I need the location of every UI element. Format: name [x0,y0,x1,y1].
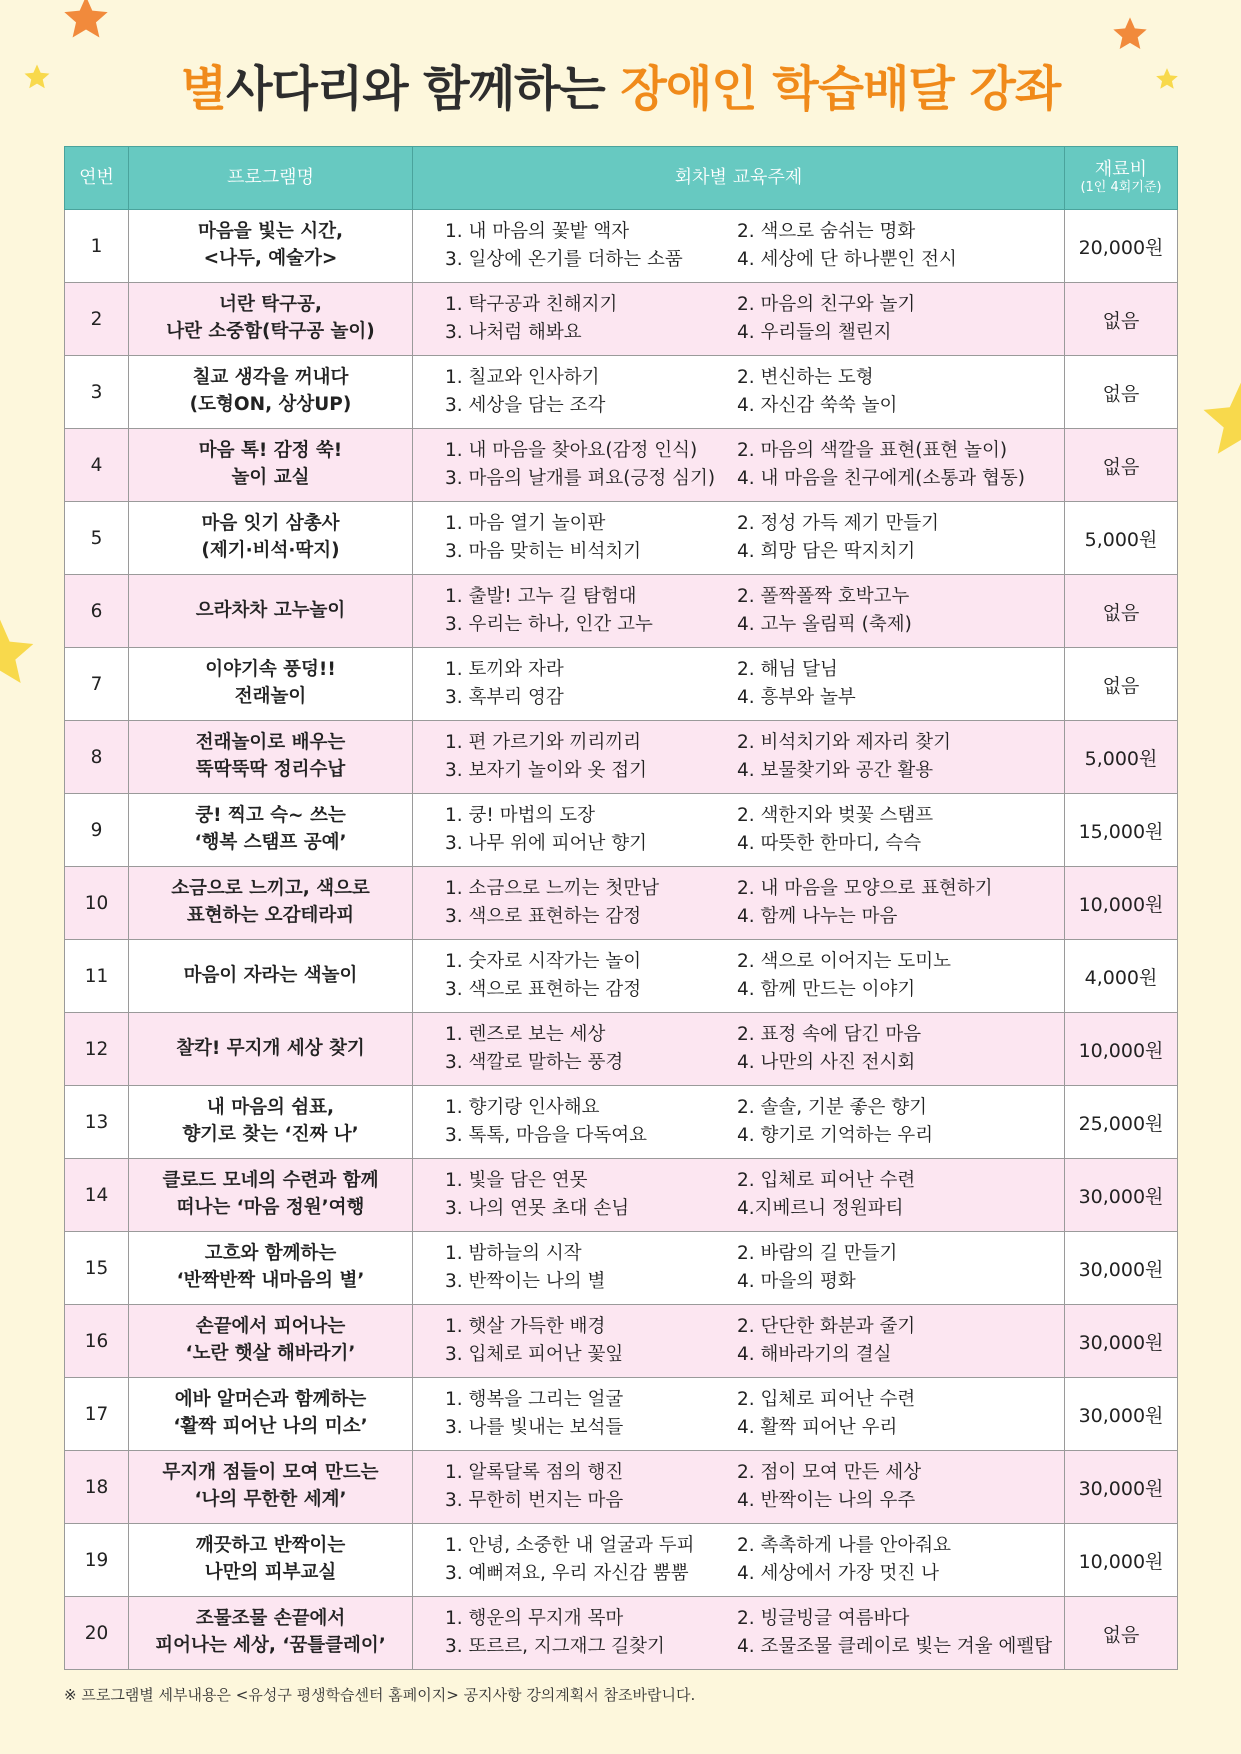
table-row [65,794,1178,867]
program-name-line1: 마음을 빛는 시간, [197,221,343,243]
topic-4: 4. 보물찾기와 공간 활용 [737,760,934,781]
material-fee: 5,000원 [1065,721,1178,794]
topic-4: 4. 고누 올림픽 (축제) [737,614,912,635]
table-row [65,1597,1178,1670]
topic-2: 2. 입체로 피어난 수련 [737,1389,916,1411]
topic-4: 4. 나만의 사진 전시회 [737,1052,916,1073]
program-name [129,794,413,867]
topic-3: 3. 세상을 담는 조각 [445,395,606,416]
row-number: 15 [65,1232,129,1305]
topic-2: 2. 색으로 숨쉬는 명화 [737,221,916,243]
topic-1: 1. 알록달록 점의 행진 [445,1462,624,1484]
session-topics [413,429,1065,502]
program-name [129,1013,413,1086]
program-name-line2: 향기로 찾는 ‘진짜 나’ [182,1124,359,1145]
program-name-line1: 조물조물 손끝에서 [195,1608,346,1630]
topic-1: 1. 밤하늘의 시작 [445,1243,582,1265]
title-part1: 별 [180,61,227,117]
topic-3: 3. 마음 맞히는 비석치기 [445,541,642,562]
row-number: 10 [65,867,129,940]
session-topics [413,1524,1065,1597]
topic-3: 3. 반짝이는 나의 별 [445,1271,606,1292]
topic-1: 1. 행복을 그리는 얼굴 [445,1389,624,1411]
topic-1: 1. 토끼와 자라 [445,659,564,681]
row-number: 20 [65,1597,129,1670]
session-topics [413,1013,1065,1086]
program-name [129,1524,413,1597]
topic-1: 1. 향기랑 인사해요 [445,1097,600,1119]
row-number: 18 [65,1451,129,1524]
program-name [129,502,413,575]
program-name-line2: 뚝딱뚝딱 정리수납 [195,759,346,780]
topic-4: 4. 반짝이는 나의 우주 [737,1490,916,1511]
header-program: 프로그램명 [129,147,413,210]
program-name [129,1451,413,1524]
program-name-line1: 손끝에서 피어나는 [195,1316,346,1338]
topic-4: 4. 마을의 평화 [737,1271,856,1292]
topic-3: 3. 일상에 온기를 더하는 소품 [445,249,683,270]
topic-2: 2. 해님 달님 [737,659,838,681]
topic-1: 1. 숫자로 시작가는 놀이 [445,951,642,973]
program-name [129,429,413,502]
star-icon [1110,14,1150,54]
topic-2: 2. 점이 모여 만든 세상 [737,1462,922,1484]
program-name-line1: 클로드 모네의 수련과 함께 [162,1170,379,1192]
topic-1: 1. 쿵! 마법의 도장 [445,805,595,827]
row-number: 8 [65,721,129,794]
table-row [65,502,1178,575]
material-fee: 없음 [1065,283,1178,356]
table-row [65,1159,1178,1232]
program-name [129,283,413,356]
session-topics [413,356,1065,429]
page-title [0,50,1241,119]
program-name-line2: 떠나는 ‘마음 정원’여행 [176,1197,365,1218]
program-name [129,356,413,429]
topic-2: 2. 폴짝폴짝 호박고누 [737,586,910,608]
table-row [65,1232,1178,1305]
topic-3: 3. 마음의 날개를 펴요(긍정 심기) [445,468,716,489]
topic-4: 4. 함께 나누는 마음 [737,906,898,927]
topic-4: 4. 세상에 단 하나뿐인 전시 [737,249,957,270]
row-number: 2 [65,283,129,356]
program-name-line1: 깨끗하고 반짝이는 [195,1535,346,1557]
topic-1: 1. 편 가르기와 끼리끼리 [445,732,642,754]
program-name-line1: 무지개 점들이 모여 만드는 [162,1462,379,1484]
material-fee: 30,000원 [1065,1305,1178,1378]
program-name-line1: 마음 톡! 감정 쑥! [198,440,343,462]
topic-2: 2. 마음의 친구와 놀기 [737,294,916,316]
row-number: 5 [65,502,129,575]
topic-4: 4. 함께 만드는 이야기 [737,979,916,1000]
row-number: 13 [65,1086,129,1159]
material-fee: 4,000원 [1065,940,1178,1013]
material-fee: 10,000원 [1065,1524,1178,1597]
material-fee: 25,000원 [1065,1086,1178,1159]
topic-4: 4. 조물조물 클레이로 빛는 겨울 에펠탑 [737,1636,1053,1657]
material-fee: 없음 [1065,575,1178,648]
session-topics [413,1159,1065,1232]
topic-3: 3. 또르르, 지그재그 길찾기 [445,1636,665,1657]
header-fee-label: 재료비 [1094,159,1148,181]
program-name-line1: 찰칵! 무지개 세상 찾기 [176,1037,365,1059]
topic-3: 3. 색으로 표현하는 감정 [445,979,642,1000]
topic-4: 4. 우리들의 챌린지 [737,322,892,343]
session-topics [413,1451,1065,1524]
topic-1: 1. 탁구공과 친해지기 [445,294,618,316]
topic-4: 4. 활짝 피어난 우리 [737,1417,898,1438]
topic-1: 1. 행운의 무지개 목마 [445,1608,624,1630]
material-fee: 20,000원 [1065,210,1178,283]
session-topics [413,794,1065,867]
topic-3: 3. 색으로 표현하는 감정 [445,906,642,927]
material-fee: 10,000원 [1065,1013,1178,1086]
session-topics [413,1597,1065,1670]
material-fee: 없음 [1065,429,1178,502]
header-fee-sub: (1인 4회기준) [1080,179,1162,195]
program-name-line1: 칠교 생각을 꺼내다 [192,367,349,389]
material-fee: 30,000원 [1065,1159,1178,1232]
topic-3: 3. 혹부리 영감 [445,687,564,708]
topic-3: 3. 톡톡, 마음을 다독여요 [445,1125,648,1146]
table-row [65,283,1178,356]
program-name [129,1597,413,1670]
program-name-line1: 이야기속 풍덩!! [205,659,336,681]
title-part2: 사다리와 함께하는 [226,61,621,117]
header-no: 연번 [65,147,129,210]
topic-2: 2. 정성 가득 제기 만들기 [737,513,940,535]
topic-2: 2. 입체로 피어난 수련 [737,1170,916,1192]
session-topics [413,940,1065,1013]
topic-2: 2. 솔솔, 기분 좋은 향기 [737,1097,928,1119]
topic-3: 3. 색깔로 말하는 풍경 [445,1052,624,1073]
program-name [129,1159,413,1232]
table-row [65,867,1178,940]
topic-4: 4. 자신감 쑥쑥 놀이 [737,395,898,416]
topic-2: 2. 비석치기와 제자리 찾기 [737,732,952,754]
topic-1: 1. 마음 열기 놀이판 [445,513,606,535]
star-icon [1196,370,1241,470]
topic-1: 1. 햇살 가득한 배경 [445,1316,606,1338]
program-name [129,1086,413,1159]
program-name [129,867,413,940]
program-name-line1: 쿵! 찍고 슥~ 쓰는 [195,805,346,827]
program-name-line1: 마음 잇기 삼총사 [201,513,340,535]
session-topics [413,1378,1065,1451]
topic-3: 3. 우리는 하나, 인간 고누 [445,614,653,635]
row-number: 16 [65,1305,129,1378]
program-name-line2: 나란 소중함(탁구공 놀이) [166,321,375,342]
session-topics [413,648,1065,721]
topic-4: 4. 흥부와 놀부 [737,687,856,708]
row-number: 19 [65,1524,129,1597]
table-header [65,147,1178,210]
topic-2: 2. 내 마음을 모양으로 표현하기 [737,878,993,900]
program-name [129,940,413,1013]
table-row [65,1305,1178,1378]
star-icon [60,0,112,44]
program-name-line1: 에바 알머슨과 함께하는 [174,1389,367,1411]
program-name-line1: 으라차차 고누놀이 [195,599,346,621]
row-number: 6 [65,575,129,648]
row-number: 12 [65,1013,129,1086]
session-topics [413,283,1065,356]
program-name-line2: 나만의 피부교실 [204,1562,337,1583]
header-topics: 회차별 교육주제 [413,147,1065,210]
program-name-line2: (제기·비석·딱지) [201,540,340,561]
material-fee: 10,000원 [1065,867,1178,940]
material-fee: 15,000원 [1065,794,1178,867]
table-row [65,940,1178,1013]
material-fee: 30,000원 [1065,1378,1178,1451]
program-name [129,721,413,794]
session-topics [413,1305,1065,1378]
session-topics [413,721,1065,794]
program-name-line1: 전래놀이로 배우는 [195,732,346,754]
program-name-line2: 전래놀이 [234,686,307,707]
session-topics [413,867,1065,940]
topic-4: 4.지베르니 정원파티 [737,1198,904,1219]
table-row [65,648,1178,721]
topic-2: 2. 빙글빙글 여름바다 [737,1608,910,1630]
topic-1: 1. 내 마음을 찾아요(감정 인식) [445,440,698,462]
table-row [65,1086,1178,1159]
row-number: 17 [65,1378,129,1451]
topic-1: 1. 렌즈로 보는 세상 [445,1024,606,1046]
row-number: 14 [65,1159,129,1232]
program-name [129,1232,413,1305]
table-row [65,1378,1178,1451]
header-fee [1065,147,1178,210]
session-topics [413,1232,1065,1305]
topic-4: 4. 해바라기의 결실 [737,1344,892,1365]
topic-3: 3. 나무 위에 피어난 향기 [445,833,648,854]
table-row [65,1451,1178,1524]
table-row [65,721,1178,794]
program-name-line1: 내 마음의 쉼표, [206,1097,335,1119]
topic-3: 3. 무한히 번지는 마음 [445,1490,624,1511]
table-row [65,575,1178,648]
material-fee: 30,000원 [1065,1451,1178,1524]
topic-2: 2. 색으로 이어지는 도미노 [737,951,952,973]
topic-4: 4. 따뜻한 한마디, 슥슥 [737,833,922,854]
topic-1: 1. 출발! 고누 길 탐험대 [445,586,637,608]
material-fee: 30,000원 [1065,1232,1178,1305]
topic-3: 3. 보자기 놀이와 옷 접기 [445,760,648,781]
program-name [129,648,413,721]
program-table [64,146,1178,1670]
program-name-line2: ‘나의 무한한 세계’ [194,1489,347,1510]
topic-4: 4. 희망 담은 딱지치기 [737,541,916,562]
topic-3: 3. 입체로 피어난 꽃잎 [445,1344,624,1365]
row-number: 4 [65,429,129,502]
topic-2: 2. 색한지와 벚꽃 스탬프 [737,805,934,827]
material-fee: 5,000원 [1065,502,1178,575]
program-name-line2: 피어나는 세상, ‘꿈틀클레이’ [155,1635,386,1656]
topic-3: 3. 예뻐져요, 우리 자신감 뿜뿜 [445,1563,689,1584]
row-number: 3 [65,356,129,429]
topic-2: 2. 바람의 길 만들기 [737,1243,898,1265]
star-icon [0,608,40,698]
table-row [65,356,1178,429]
topic-3: 3. 나처럼 해봐요 [445,322,582,343]
topic-3: 3. 나의 연못 초대 손님 [445,1198,630,1219]
row-number: 7 [65,648,129,721]
topic-2: 2. 변신하는 도형 [737,367,874,389]
program-name-line1: 마음이 자라는 색놀이 [183,964,358,986]
program-name [129,575,413,648]
topic-1: 1. 빛을 담은 연못 [445,1170,588,1192]
footnote: ※ 프로그램별 세부내용은 <유성구 평생학습센터 홈페이지> 공지사항 강의계획서 참조바랍니다. [64,1686,696,1704]
table-row [65,210,1178,283]
title-part3: 장애인 학습배달 강좌 [620,61,1061,117]
program-name-line2: ‘노란 햇살 해바라기’ [185,1343,356,1364]
session-topics [413,210,1065,283]
program-name-line1: 너란 탁구공, [219,294,322,316]
topic-2: 2. 단단한 화분과 줄기 [737,1316,916,1338]
session-topics [413,1086,1065,1159]
session-topics [413,502,1065,575]
topic-4: 4. 세상에서 가장 멋진 나 [737,1563,940,1584]
topic-1: 1. 안녕, 소중한 내 얼굴과 두피 [445,1535,695,1557]
table-row [65,429,1178,502]
topic-3: 3. 나를 빛내는 보석들 [445,1417,624,1438]
topic-4: 4. 내 마음을 친구에게(소통과 협동) [737,468,1025,489]
program-name-line1: 소금으로 느끼고, 색으로 [171,878,370,900]
program-name-line1: 고흐와 함께하는 [204,1243,337,1265]
table-row [65,1013,1178,1086]
row-number: 9 [65,794,129,867]
topic-2: 2. 표정 속에 담긴 마음 [737,1024,922,1046]
material-fee: 없음 [1065,1597,1178,1670]
program-name-line2: 놀이 교실 [231,467,310,488]
row-number: 1 [65,210,129,283]
program-name [129,210,413,283]
topic-2: 2. 마음의 색깔을 표현(표현 놀이) [737,440,1008,462]
program-name-line2: 표현하는 오감테라피 [186,905,355,926]
program-name-line2: ‘행복 스탬프 공예’ [194,832,347,853]
session-topics [413,575,1065,648]
material-fee: 없음 [1065,648,1178,721]
program-name [129,1305,413,1378]
program-name-line2: ‘활짝 피어난 나의 미소’ [173,1416,368,1437]
program-name-line2: (도형ON, 상상UP) [189,394,352,415]
topic-1: 1. 내 마음의 꽃밭 액자 [445,221,630,243]
row-number: 11 [65,940,129,1013]
program-name-line2: <나두, 예술가> [203,248,338,269]
topic-2: 2. 촉촉하게 나를 안아줘요 [737,1535,952,1557]
table-row [65,1524,1178,1597]
topic-1: 1. 칠교와 인사하기 [445,367,600,389]
program-name [129,1378,413,1451]
program-name-line2: ‘반짝반짝 내마음의 별’ [176,1270,365,1291]
topic-1: 1. 소금으로 느끼는 첫만남 [445,878,660,900]
topic-4: 4. 향기로 기억하는 우리 [737,1125,934,1146]
material-fee: 없음 [1065,356,1178,429]
